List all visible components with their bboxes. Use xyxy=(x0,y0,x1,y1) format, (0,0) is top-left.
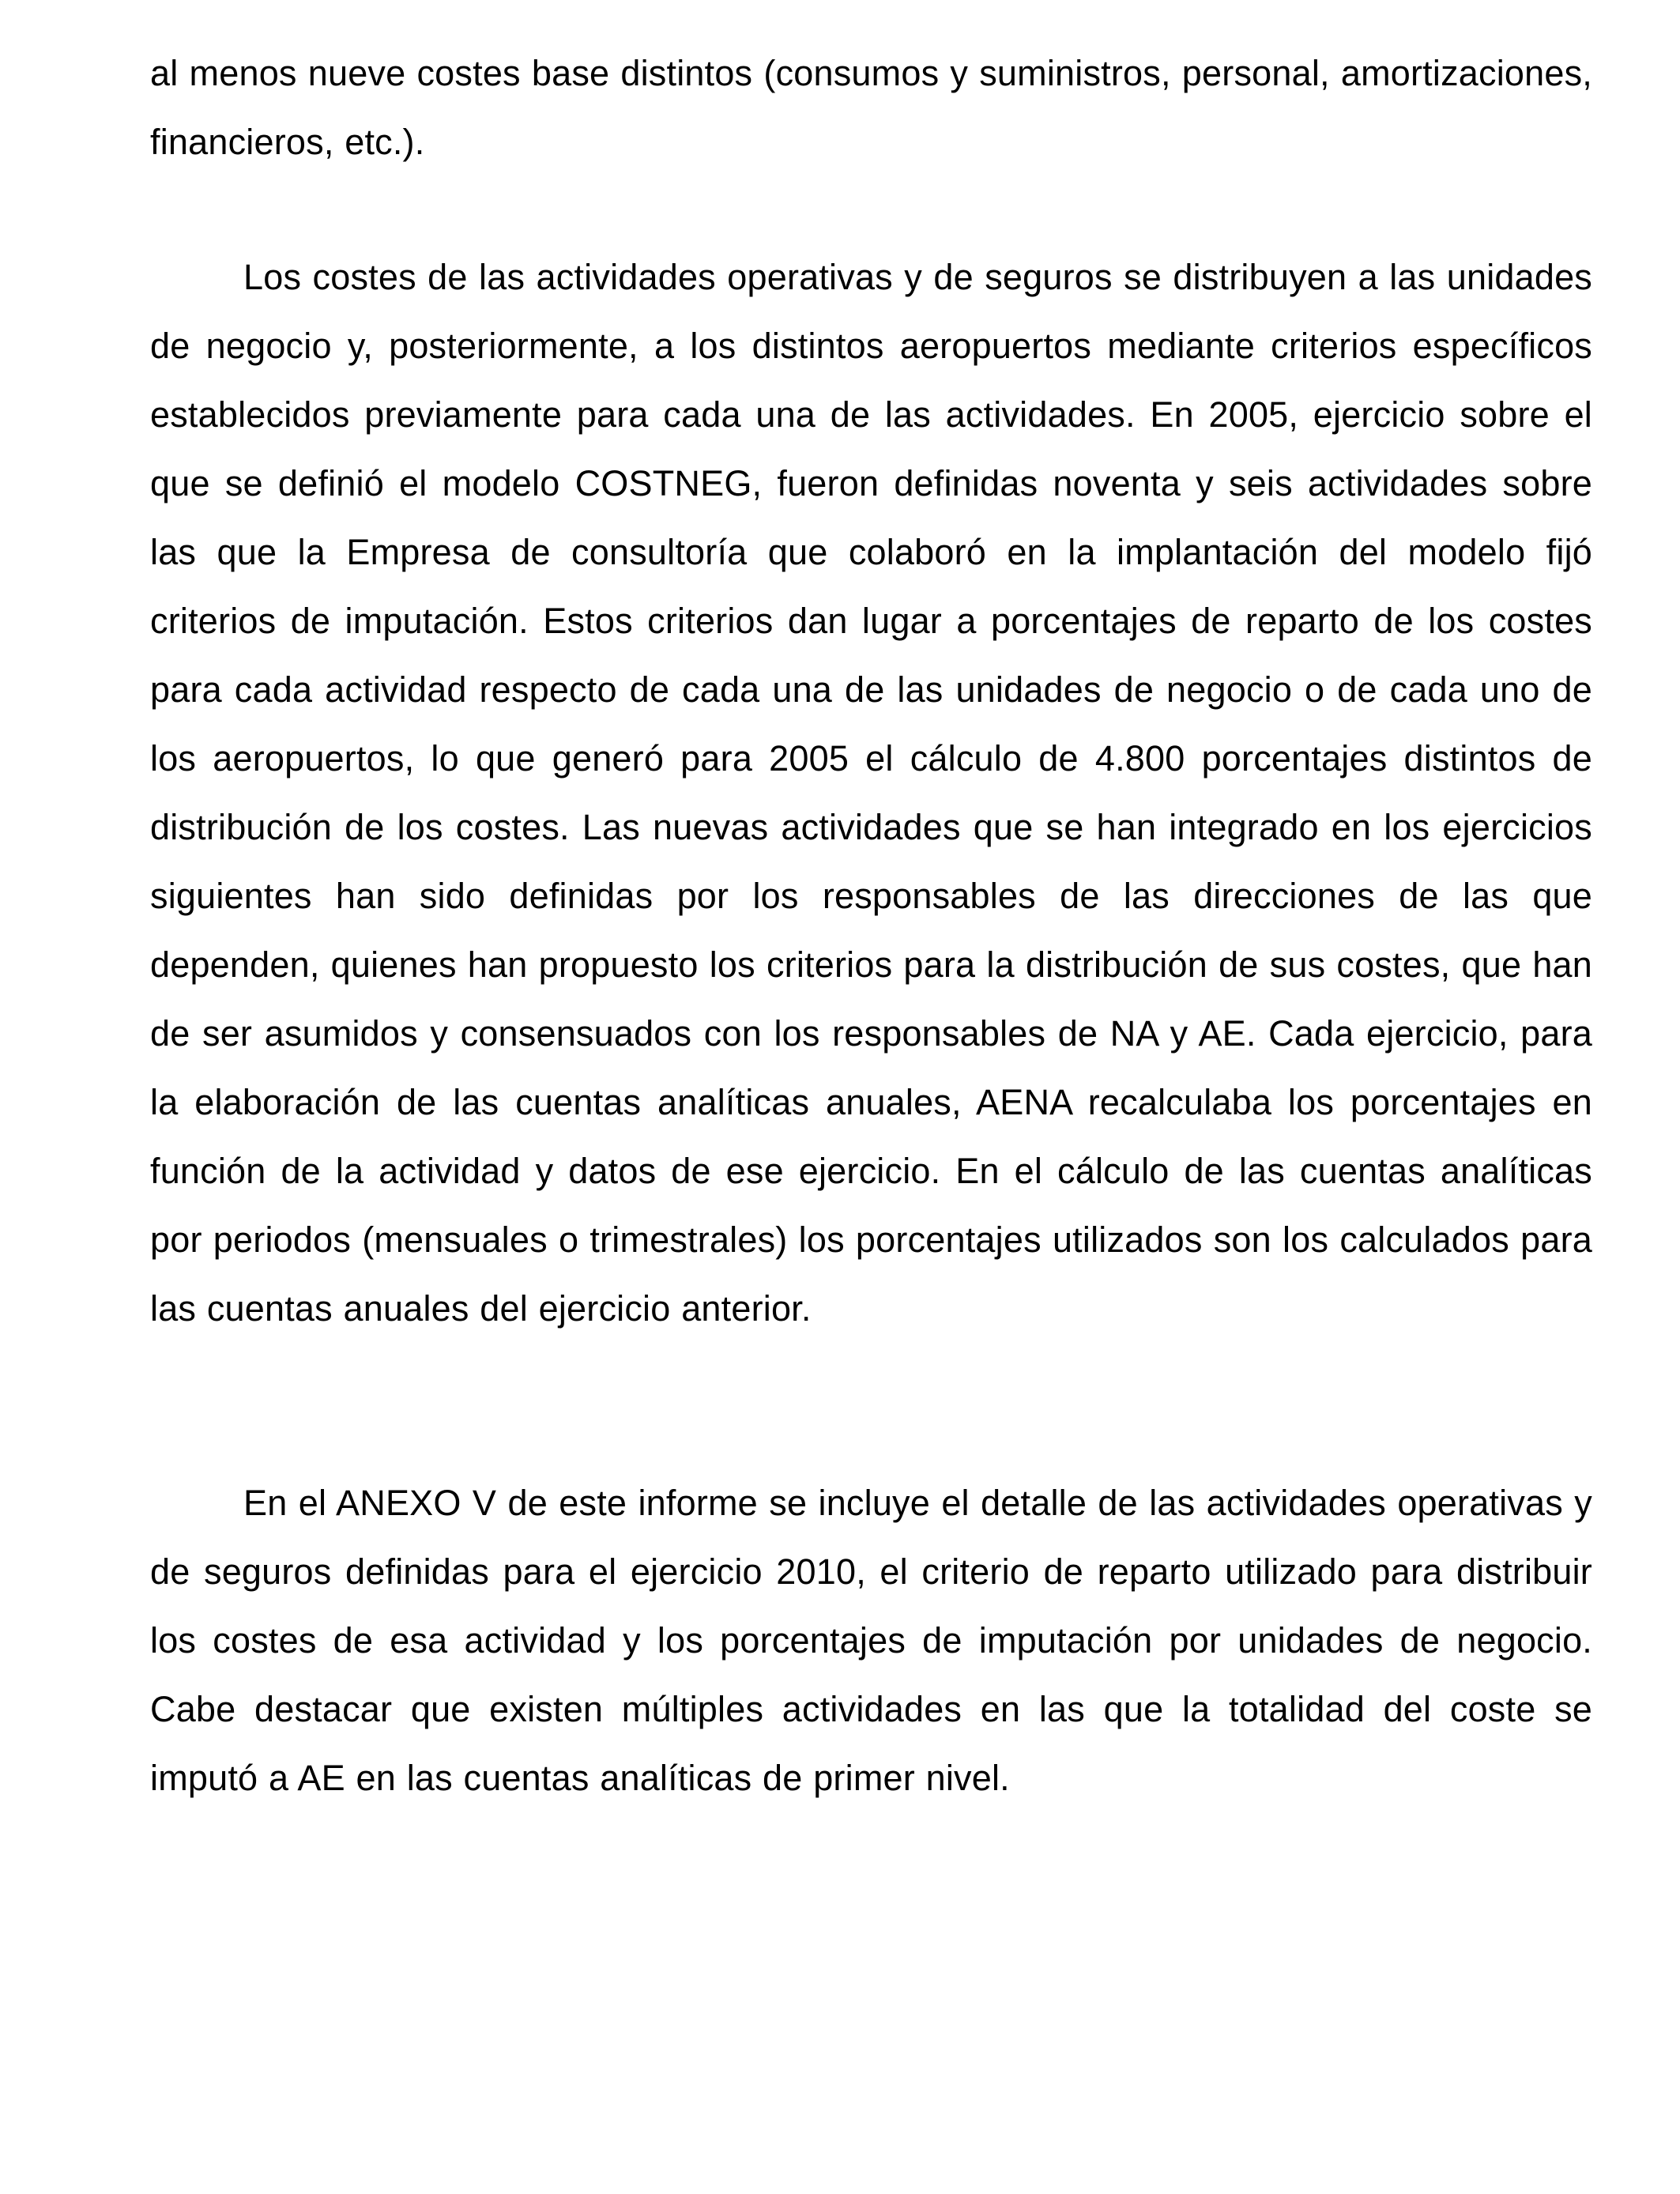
paragraph-annex-v: En el ANEXO V de este informe se incluye el detalle de las actividades operativas y de seguros definidas para el ejercicio 2010, el criterio de reparto utilizado para distribuir los costes de esa actividad y los porcentajes de imputación por unidades de negocio. Cabe destacar que existen múltiples actividades en las que la totalidad del coste se imputó a AE en las cuentas analíticas de primer nivel. xyxy=(150,1483,1592,1798)
paragraph-cost-distribution: Los costes de las actividades operativas y de seguros se distribuyen a las unidades de negocio y, posteriormente, a los distintos aeropuertos mediante criterios específicos establecidos previamente para cada una de las actividades. En 2005, ejercicio sobre el que se definió el modelo COSTNEG, fueron definidas noventa y seis actividades sobre las que la Empresa de consultoría que colaboró en la implantación del modelo fijó criterios de imputación. Estos criterios dan lugar a porcentajes de reparto de los costes para cada actividad respecto de cada una de las unidades de negocio o de cada uno de los aeropuertos, lo que generó para 2005 el cálculo de 4.800 porcentajes distintos de distribución de los costes. Las nuevas actividades que se han integrado en los ejercicios siguientes han sido definidas por los responsables de las direcciones de las que dependen, quienes han propuesto los criterios para la distribución de sus costes, que han de ser asumidos y consensuados con los responsables de NA y AE. Cada ejercicio, para la elaboración de las cuentas analíticas anuales, AENA recalculaba los porcentajes en función de la actividad y datos de ese ejercicio. En el cálculo de las cuentas analíticas por periodos (mensuales o trimestrales) los porcentajes utilizados son los calculados para las cuentas anuales del ejercicio anterior. xyxy=(150,257,1592,1329)
paragraph-continuation: al menos nueve costes base distintos (consumos y suministros, personal, amortizaciones, financieros, etc.). xyxy=(150,53,1592,162)
